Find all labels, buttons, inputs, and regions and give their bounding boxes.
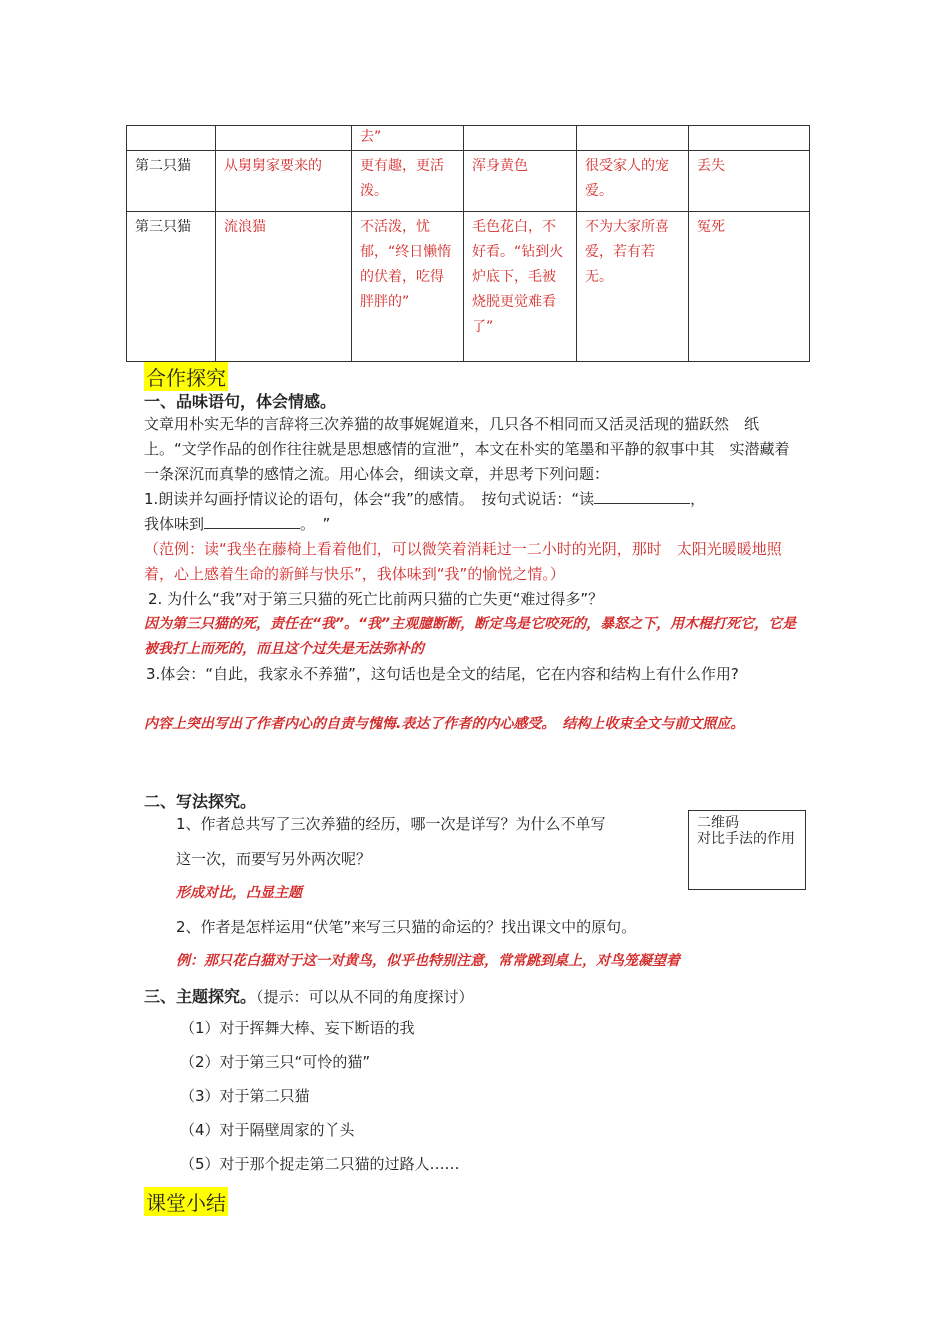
q1-prompt: 1.朗读并勾画抒情议论的语句，体会“我”的感情。 按句式说话：“读 (144, 490, 595, 508)
qr-code-box (688, 810, 806, 890)
list-item: （1）对于挥舞大棒、妄下断语的我 (180, 1019, 415, 1037)
answer-blank[interactable] (204, 512, 300, 529)
q1-prompt-2: 我体味到 (144, 515, 205, 533)
part1-q2-answer: 因为第三只猫的死，责任在“我”。“我”主观臆断断，断定鸟是它咬死的，暴怒之下，用木棍打死它，它是被我打上而死的，而且这个过失是无法弥补的 (144, 616, 797, 657)
part1-q3: 3.体会：“自此，我家永不养猫”，这句话也是全文的结尾，它在内容和结构上有什么作用? (146, 665, 739, 683)
part3-title: 三、主题探究。 (144, 987, 257, 1006)
table-cell: 毛色花白，不好看。“钻到火炉底下，毛被烧脱更觉难看了” (464, 212, 577, 362)
part3-heading (144, 984, 474, 1007)
cat-comparison-table (126, 125, 810, 362)
table-cell (464, 126, 577, 151)
part2-title: 二、写法探究。 (144, 792, 257, 811)
table-cell: 去” (352, 126, 464, 151)
part1-title: 一、品味语句，体会情感。 (144, 392, 337, 411)
table-row (127, 212, 810, 362)
table-cell: 更有趣，更活泼。 (352, 151, 464, 212)
part1-q1 (144, 487, 809, 537)
list-item: （4）对于隔壁周家的丫头 (180, 1121, 355, 1139)
table-cell: 第二只猫 (127, 151, 216, 212)
table-cell: 很受家人的宠爱。 (577, 151, 689, 212)
part2-q2: 2、作者是怎样运用“伏笔”来写三只猫的命运的？找出课文中的原句。 (176, 918, 637, 936)
table-cell: 浑身黄色 (464, 151, 577, 212)
list-item: （5）对于那个捉走第二只猫的过路人…… (180, 1155, 460, 1173)
table-cell: 丢失 (689, 151, 810, 212)
table-cell (689, 126, 810, 151)
answer-blank[interactable] (594, 487, 690, 504)
qr-caption: 对比手法的作用 (697, 831, 795, 847)
section-summary-heading: 课堂小结 (144, 1187, 228, 1216)
table-cell: 从舅舅家要来的 (216, 151, 352, 212)
table-row (127, 126, 810, 151)
list-item: （3）对于第二只猫 (180, 1087, 310, 1105)
part1-q3-answer: 内容上突出写出了作者内心的自责与愧悔.表达了作者的内心感受。 结构上收束全文与前文照应。 (144, 716, 745, 732)
part1-q1-answer: （范例：读“我坐在藤椅上看着他们，可以微笑着消耗过一二小时的光阴，那时 太阳光暖暖地照着，心上感着生命的新鲜与快乐”，我体味到“我”的愉悦之情。） (144, 540, 782, 583)
qr-label: 二维码 (697, 815, 739, 831)
table-cell: 不活泼，忧郁，“终日懒惰的伏着，吃得胖胖的” (352, 212, 464, 362)
table-cell (127, 126, 216, 151)
q1-comma: ， (690, 490, 706, 508)
list-item: （2）对于第三只“可怜的猫” (180, 1053, 371, 1071)
table-cell (216, 126, 352, 151)
part1-intro: 文章用朴实无华的言辞将三次养猫的故事娓娓道来，几只各不相同而又活灵活现的猫跃然 纸上。“文学作品的创作往往就是思想感情的宣泄”，本文在朴实的笔墨和平静的叙事中其 实潜藏着一条深沉而真挚的感情之流。用心体会，细读文章，并思考下列问题： (144, 415, 790, 483)
table-cell: 第三只猫 (127, 212, 216, 362)
part1-q2: 2. 为什么“我”对于第三只猫的死亡比前两只猫的亡失更“难过得多”？ (148, 590, 604, 608)
part3-hint: （提示：可以从不同的角度探讨） (256, 988, 474, 1006)
part2-q1-answer: 形成对比，凸显主题 (176, 885, 302, 901)
table-cell: 不为大家所喜爱，若有若无。 (577, 212, 689, 362)
part2-q1-line2: 这一次，而要写另外两次呢？ (176, 850, 372, 868)
part2-q1-line1: 1、作者总共写了三次养猫的经历，哪一次是详写？为什么不单写 (176, 815, 606, 833)
table-cell: 流浪猫 (216, 212, 352, 362)
table-cell (577, 126, 689, 151)
part2-q2-answer: 例：那只花白猫对于这一对黄鸟，似乎也特别注意，常常跳到桌上，对鸟笼凝望着 (176, 953, 680, 969)
section-cooperate-heading: 合作探究 (144, 362, 228, 391)
table-row (127, 151, 810, 212)
q1-end: 。 ” (300, 515, 331, 533)
table-cell: 冤死 (689, 212, 810, 362)
